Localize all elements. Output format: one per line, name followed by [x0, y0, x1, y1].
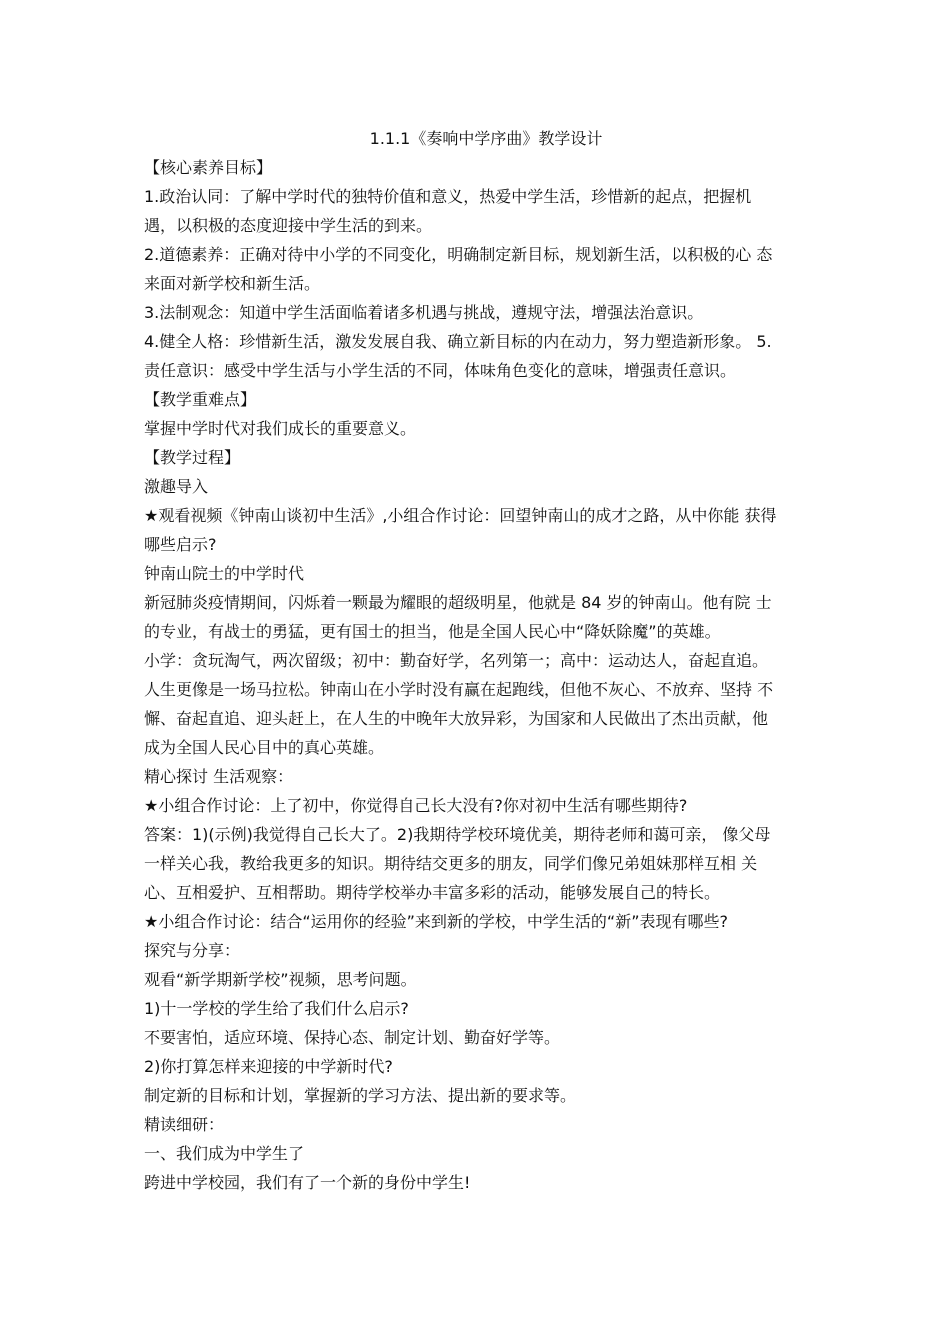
paragraph-line: 跨进中学校园，我们有了一个新的身份中学生! — [144, 1173, 471, 1192]
paragraph-line: 3.法制观念：知道中学生活面临着诸多机遇与挑战，遵规守法，增强法治意识。 — [144, 303, 704, 322]
paragraph-line: 1)十一学校的学生给了我们什么启示? — [144, 999, 409, 1018]
paragraph-line: 成为全国人民心目中的真心英雄。 — [144, 738, 385, 757]
paragraph-line: ★小组合作讨论：结合“运用你的经验”来到新的学校，中学生活的“新”表现有哪些? — [144, 912, 728, 931]
paragraph-line: 一样关心我，教给我更多的知识。期待结交更多的朋友，同学们像兄弟姐妹那样互相 关 — [144, 854, 758, 873]
paragraph-line: 掌握中学时代对我们成长的重要意义。 — [144, 419, 417, 438]
paragraph-line: 来面对新学校和新生活。 — [144, 274, 321, 293]
section-heading-core-goals: 【核心素养目标】 — [144, 158, 273, 177]
paragraph-line: 遇，以积极的态度迎接中学生活的到来。 — [144, 216, 433, 235]
paragraph-line: 懈、奋起直追、迎头赶上，在人生的中晚年大放异彩，为国家和人民做出了杰出贡献，他 — [144, 709, 769, 728]
document-page — [144, 124, 808, 1197]
document-body — [144, 153, 808, 1197]
paragraph-line: 1.政治认同：了解中学时代的独特价值和意义，热爱中学生活，珍惜新的起点，把握机 — [144, 187, 752, 206]
paragraph-line: 小学：贪玩淘气，两次留级；初中：勤奋好学，名列第一；高中：运动达人，奋起直追。 — [144, 651, 769, 670]
paragraph-line: 新冠肺炎疫情期间，闪烁着一颗最为耀眼的超级明星，他就是 84 岁的钟南山。他有院 士 — [144, 593, 772, 612]
paragraph-line: 不要害怕，适应环境、保持心态、制定计划、勤奋好学等。 — [144, 1028, 561, 1047]
paragraph-line: 哪些启示? — [144, 535, 217, 554]
paragraph-line: 制定新的目标和计划，掌握新的学习方法、提出新的要求等。 — [144, 1086, 577, 1105]
paragraph-line: 精读细研： — [144, 1115, 225, 1134]
document-title: 1.1.1《奏响中学序曲》教学设计 — [369, 129, 603, 148]
paragraph-line: 钟南山院士的中学时代 — [144, 564, 305, 583]
paragraph-line: 2.道德素养：正确对待中小学的不同变化，明确制定新目标，规划新生活，以积极的心 态 — [144, 245, 773, 264]
paragraph-line: 观看“新学期新学校”视频，思考问题。 — [144, 970, 417, 989]
section-heading-key-points: 【教学重难点】 — [144, 390, 257, 409]
paragraph-line: 答案：1)(示例)我觉得自己长大了。2)我期待学校环境优美，期待老师和蔼可亲， 像父母 — [144, 825, 771, 844]
paragraph-line: 心、互相爱护、互相帮助。期待学校举办丰富多彩的活动，能够发展自己的特长。 — [144, 883, 721, 902]
paragraph-line: 精心探讨 生活观察： — [144, 767, 294, 786]
section-heading-process: 【教学过程】 — [144, 448, 241, 467]
paragraph-line: 探究与分享： — [144, 941, 241, 960]
paragraph-line: ★观看视频《钟南山谈初中生活》,小组合作讨论：回望钟南山的成才之路，从中你能 获得 — [144, 506, 777, 525]
paragraph-line: 责任意识：感受中学生活与小学生活的不同，体味角色变化的意味，增强责任意识。 — [144, 361, 737, 380]
paragraph-line: 一、我们成为中学生了 — [144, 1144, 305, 1163]
paragraph-line: 人生更像是一场马拉松。钟南山在小学时没有赢在起跑线，但他不灰心、不放弃、坚持 不 — [144, 680, 774, 699]
paragraph-line: ★小组合作讨论：上了初中，你觉得自己长大没有?你对初中生活有哪些期待? — [144, 796, 688, 815]
paragraph-line: 的专业，有战士的勇猛，更有国士的担当，他是全国人民心中“降妖除魔”的英雄。 — [144, 622, 721, 641]
paragraph-line: 2)你打算怎样来迎接的中学新时代? — [144, 1057, 393, 1076]
paragraph-line: 激趣导入 — [144, 477, 209, 496]
paragraph-line: 4.健全人格：珍惜新生活，激发发展自我、确立新目标的内在动力，努力塑造新形象。 5. — [144, 332, 772, 351]
